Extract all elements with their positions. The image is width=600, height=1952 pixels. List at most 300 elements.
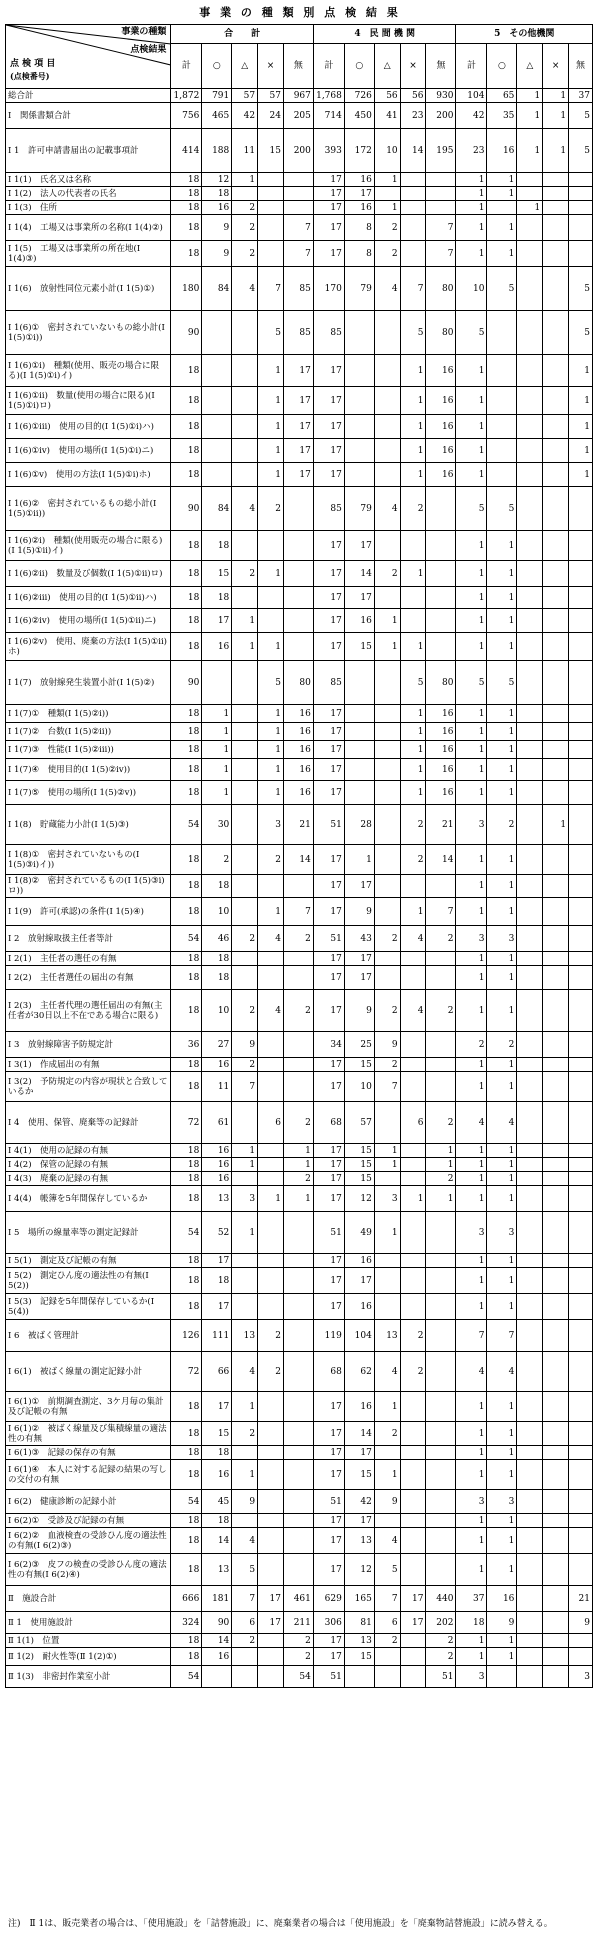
cell-other-4 bbox=[569, 705, 593, 723]
cell-private-0: 393 bbox=[313, 129, 344, 173]
cell-private-2: 7 bbox=[374, 1072, 400, 1102]
cell-private-3: 1 bbox=[400, 439, 426, 463]
cell-private-3 bbox=[400, 1554, 426, 1586]
cell-total-0: 756 bbox=[171, 103, 202, 129]
cell-other-2 bbox=[517, 187, 543, 201]
cell-total-1: 30 bbox=[202, 805, 232, 845]
cell-total-1: 15 bbox=[202, 561, 232, 587]
subheader-private-2: △ bbox=[374, 44, 400, 89]
corner-label-business-type: 事業の種類 bbox=[121, 27, 167, 37]
cell-private-3: 1 bbox=[400, 741, 426, 759]
row-label: Ⅰ 3(2) 予防規定の内容が現状と合致しているか bbox=[6, 1072, 171, 1102]
cell-other-3 bbox=[543, 723, 569, 741]
cell-total-4 bbox=[283, 1254, 313, 1268]
cell-total-2 bbox=[232, 781, 258, 805]
cell-private-2 bbox=[374, 415, 400, 439]
cell-private-1 bbox=[344, 415, 374, 439]
cell-total-2: 4 bbox=[232, 1352, 258, 1392]
cell-other-1: 3 bbox=[487, 926, 517, 952]
cell-total-1 bbox=[202, 661, 232, 705]
cell-other-4 bbox=[569, 1320, 593, 1352]
cell-private-3: 2 bbox=[400, 805, 426, 845]
table-row bbox=[6, 311, 593, 355]
table-row bbox=[6, 1528, 593, 1554]
cell-total-3 bbox=[258, 609, 284, 633]
cell-other-4 bbox=[569, 990, 593, 1032]
cell-private-3 bbox=[400, 1144, 426, 1158]
row-label: Ⅰ 1(6)①ⅰ) 種類(使用、販売の場合に限る)(Ⅰ 1(5)①ⅰ)イ) bbox=[6, 355, 171, 387]
cell-private-3: 5 bbox=[400, 661, 426, 705]
cell-total-2: 4 bbox=[232, 267, 258, 311]
cell-other-4 bbox=[569, 875, 593, 898]
cell-total-1: 2 bbox=[202, 845, 232, 875]
cell-private-0: 51 bbox=[313, 1666, 344, 1688]
cell-other-1: 1 bbox=[487, 1392, 517, 1422]
cell-total-0: 90 bbox=[171, 487, 202, 531]
cell-private-3 bbox=[400, 1032, 426, 1058]
cell-other-2 bbox=[517, 1172, 543, 1186]
row-label: Ⅰ 6(2)③ 皮フの検査の受診ひん度の適法性の有無(Ⅰ 6(2)④) bbox=[6, 1554, 171, 1586]
cell-other-2 bbox=[517, 1212, 543, 1254]
cell-total-1: 66 bbox=[202, 1352, 232, 1392]
cell-total-1: 9 bbox=[202, 215, 232, 241]
cell-private-2: 1 bbox=[374, 1158, 400, 1172]
cell-private-2: 4 bbox=[374, 1352, 400, 1392]
cell-total-0: 18 bbox=[171, 741, 202, 759]
table-row bbox=[6, 633, 593, 661]
cell-other-4: 1 bbox=[569, 387, 593, 415]
cell-private-1: 16 bbox=[344, 201, 374, 215]
cell-private-3 bbox=[400, 1666, 426, 1688]
cell-total-1: 46 bbox=[202, 926, 232, 952]
cell-total-2: 42 bbox=[232, 103, 258, 129]
cell-private-0: 17 bbox=[313, 439, 344, 463]
cell-other-4 bbox=[569, 1294, 593, 1320]
cell-private-0: 85 bbox=[313, 661, 344, 705]
cell-total-4 bbox=[283, 609, 313, 633]
subheader-other-1: ○ bbox=[487, 44, 517, 89]
cell-other-3 bbox=[543, 1320, 569, 1352]
cell-private-0: 17 bbox=[313, 705, 344, 723]
cell-total-2 bbox=[232, 1102, 258, 1144]
cell-total-1: 14 bbox=[202, 1528, 232, 1554]
group-header-total: 合 計 bbox=[171, 25, 314, 44]
cell-total-0: 18 bbox=[171, 609, 202, 633]
cell-other-2 bbox=[517, 990, 543, 1032]
cell-total-1: 12 bbox=[202, 173, 232, 187]
cell-total-0: 18 bbox=[171, 845, 202, 875]
cell-private-3 bbox=[400, 966, 426, 990]
cell-other-1: 1 bbox=[487, 215, 517, 241]
cell-other-1: 1 bbox=[487, 173, 517, 187]
cell-other-3 bbox=[543, 952, 569, 966]
cell-other-0: 1 bbox=[456, 1648, 487, 1666]
cell-private-0: 17 bbox=[313, 561, 344, 587]
row-label: Ⅰ 1(6)②ⅰ) 種類(使用販売の場合に限る)(Ⅰ 1(5)①ⅱ)イ) bbox=[6, 531, 171, 561]
cell-private-3 bbox=[400, 187, 426, 201]
cell-total-3: 2 bbox=[258, 1352, 284, 1392]
cell-private-1: 14 bbox=[344, 561, 374, 587]
cell-private-0: 17 bbox=[313, 1446, 344, 1460]
cell-total-1: 18 bbox=[202, 966, 232, 990]
cell-total-1: 18 bbox=[202, 187, 232, 201]
cell-private-2 bbox=[374, 1294, 400, 1320]
cell-total-3 bbox=[258, 1294, 284, 1320]
cell-total-4 bbox=[283, 531, 313, 561]
cell-total-4 bbox=[283, 487, 313, 531]
cell-total-2 bbox=[232, 966, 258, 990]
cell-private-3 bbox=[400, 1634, 426, 1648]
cell-private-4 bbox=[426, 1490, 456, 1514]
cell-other-4 bbox=[569, 1058, 593, 1072]
cell-private-3 bbox=[400, 1648, 426, 1666]
cell-other-1: 3 bbox=[487, 1212, 517, 1254]
page-title: 事 業 の 種 類 別 点 検 結 果 bbox=[199, 6, 401, 19]
cell-total-1: 13 bbox=[202, 1186, 232, 1212]
cell-other-1: 1 bbox=[487, 1648, 517, 1666]
cell-other-2 bbox=[517, 705, 543, 723]
cell-total-4 bbox=[283, 1072, 313, 1102]
cell-total-3: 1 bbox=[258, 355, 284, 387]
cell-other-4 bbox=[569, 1268, 593, 1294]
cell-total-4: 16 bbox=[283, 723, 313, 741]
cell-other-3 bbox=[543, 355, 569, 387]
cell-total-3 bbox=[258, 1058, 284, 1072]
cell-private-0: 119 bbox=[313, 1320, 344, 1352]
cell-total-1: 16 bbox=[202, 1648, 232, 1666]
cell-total-2: 2 bbox=[232, 1634, 258, 1648]
subheader-total-1: ○ bbox=[202, 44, 232, 89]
cell-other-1: 1 bbox=[487, 952, 517, 966]
cell-total-2: 2 bbox=[232, 990, 258, 1032]
cell-private-4 bbox=[426, 187, 456, 201]
table-row bbox=[6, 1072, 593, 1102]
cell-total-4: 16 bbox=[283, 759, 313, 781]
cell-private-0: 68 bbox=[313, 1352, 344, 1392]
cell-total-4: 967 bbox=[283, 89, 313, 103]
cell-other-2 bbox=[517, 387, 543, 415]
cell-private-3 bbox=[400, 1460, 426, 1490]
cell-total-3: 24 bbox=[258, 103, 284, 129]
cell-total-4 bbox=[283, 587, 313, 609]
row-label: Ⅰ 4(4) 帳簿を5年間保存しているか bbox=[6, 1186, 171, 1212]
cell-other-1: 4 bbox=[487, 1352, 517, 1392]
cell-other-3 bbox=[543, 561, 569, 587]
cell-other-4: 3 bbox=[569, 1666, 593, 1688]
cell-private-3: 2 bbox=[400, 1320, 426, 1352]
cell-total-4 bbox=[283, 1460, 313, 1490]
cell-private-0: 17 bbox=[313, 587, 344, 609]
cell-private-1: 17 bbox=[344, 875, 374, 898]
cell-other-3 bbox=[543, 633, 569, 661]
cell-other-4 bbox=[569, 1144, 593, 1158]
cell-other-1: 1 bbox=[487, 609, 517, 633]
cell-total-0: 54 bbox=[171, 926, 202, 952]
row-label: Ⅰ 1(7)② 台数(Ⅰ 1(5)②ⅱ)) bbox=[6, 723, 171, 741]
cell-other-2 bbox=[517, 173, 543, 187]
cell-total-3 bbox=[258, 1446, 284, 1460]
cell-other-3 bbox=[543, 487, 569, 531]
cell-private-2 bbox=[374, 875, 400, 898]
cell-total-4: 21 bbox=[283, 805, 313, 845]
cell-other-4 bbox=[569, 759, 593, 781]
cell-other-0: 4 bbox=[456, 1352, 487, 1392]
cell-other-2 bbox=[517, 1446, 543, 1460]
cell-private-4 bbox=[426, 173, 456, 187]
cell-other-0: 3 bbox=[456, 1666, 487, 1688]
cell-private-3 bbox=[400, 1058, 426, 1072]
table-row bbox=[6, 463, 593, 487]
cell-other-1: 1 bbox=[487, 1446, 517, 1460]
cell-private-3 bbox=[400, 1514, 426, 1528]
cell-private-4: 7 bbox=[426, 898, 456, 926]
cell-other-3 bbox=[543, 1514, 569, 1528]
cell-private-4: 16 bbox=[426, 463, 456, 487]
cell-other-4: 9 bbox=[569, 1612, 593, 1634]
cell-other-1: 1 bbox=[487, 741, 517, 759]
cell-total-3: 4 bbox=[258, 990, 284, 1032]
cell-total-3: 6 bbox=[258, 1102, 284, 1144]
cell-private-0: 17 bbox=[313, 1072, 344, 1102]
cell-private-0: 17 bbox=[313, 415, 344, 439]
cell-private-2: 2 bbox=[374, 926, 400, 952]
cell-other-0: 1 bbox=[456, 723, 487, 741]
cell-total-4: 7 bbox=[283, 215, 313, 241]
cell-total-3 bbox=[258, 1032, 284, 1058]
table-row bbox=[6, 1186, 593, 1212]
row-label: Ⅰ 1(9) 許可(承認)の条件(Ⅰ 1(5)④) bbox=[6, 898, 171, 926]
cell-private-4 bbox=[426, 1554, 456, 1586]
cell-other-0: 1 bbox=[456, 609, 487, 633]
cell-private-2 bbox=[374, 759, 400, 781]
cell-private-1: 165 bbox=[344, 1586, 374, 1612]
row-label: Ⅰ 5 場所の線量率等の測定記録計 bbox=[6, 1212, 171, 1254]
cell-total-3: 2 bbox=[258, 845, 284, 875]
cell-private-3 bbox=[400, 1294, 426, 1320]
cell-total-0: 18 bbox=[171, 241, 202, 267]
table-row bbox=[6, 103, 593, 129]
cell-other-3 bbox=[543, 1058, 569, 1072]
cell-private-1: 8 bbox=[344, 215, 374, 241]
cell-private-4: 195 bbox=[426, 129, 456, 173]
cell-total-3: 7 bbox=[258, 267, 284, 311]
cell-total-0: 18 bbox=[171, 415, 202, 439]
cell-private-3 bbox=[400, 1446, 426, 1460]
table-row bbox=[6, 1554, 593, 1586]
cell-private-1 bbox=[344, 439, 374, 463]
table-row bbox=[6, 387, 593, 415]
cell-private-4 bbox=[426, 1392, 456, 1422]
cell-private-2 bbox=[374, 463, 400, 487]
cell-other-1: 5 bbox=[487, 487, 517, 531]
cell-total-3: 1 bbox=[258, 633, 284, 661]
cell-other-4 bbox=[569, 1172, 593, 1186]
cell-other-0: 42 bbox=[456, 103, 487, 129]
cell-total-1: 15 bbox=[202, 1422, 232, 1446]
row-label: Ⅰ 6(1)④ 本人に対する記録の結果の写しの交付の有無 bbox=[6, 1460, 171, 1490]
cell-private-4: 1 bbox=[426, 1158, 456, 1172]
cell-total-4: 54 bbox=[283, 1666, 313, 1688]
cell-other-2 bbox=[517, 1634, 543, 1648]
cell-total-4 bbox=[283, 1268, 313, 1294]
cell-other-4 bbox=[569, 187, 593, 201]
cell-total-2 bbox=[232, 463, 258, 487]
cell-private-2: 5 bbox=[374, 1554, 400, 1586]
subheader-other-3: × bbox=[543, 44, 569, 89]
cell-other-2 bbox=[517, 487, 543, 531]
cell-other-1: 1 bbox=[487, 187, 517, 201]
cell-private-0: 17 bbox=[313, 201, 344, 215]
cell-total-2: 11 bbox=[232, 129, 258, 173]
cell-other-3 bbox=[543, 845, 569, 875]
cell-total-0: 18 bbox=[171, 633, 202, 661]
cell-other-4 bbox=[569, 1352, 593, 1392]
cell-private-0: 17 bbox=[313, 1058, 344, 1072]
cell-total-1: 18 bbox=[202, 1446, 232, 1460]
cell-private-4: 80 bbox=[426, 661, 456, 705]
cell-private-4 bbox=[426, 1352, 456, 1392]
table-row bbox=[6, 1422, 593, 1446]
cell-total-3: 3 bbox=[258, 805, 284, 845]
cell-other-2 bbox=[517, 311, 543, 355]
cell-other-1: 1 bbox=[487, 1144, 517, 1158]
cell-private-0: 17 bbox=[313, 1392, 344, 1422]
cell-total-1: 18 bbox=[202, 875, 232, 898]
row-label: Ⅰ 5(3) 記録を5年間保存しているか(Ⅰ 5(4)) bbox=[6, 1294, 171, 1320]
cell-other-3 bbox=[543, 1554, 569, 1586]
cell-private-0: 17 bbox=[313, 845, 344, 875]
cell-total-0: 18 bbox=[171, 587, 202, 609]
table-row bbox=[6, 1612, 593, 1634]
table-row bbox=[6, 415, 593, 439]
cell-total-4 bbox=[283, 173, 313, 187]
cell-other-0: 1 bbox=[456, 387, 487, 415]
cell-private-1: 17 bbox=[344, 1268, 374, 1294]
cell-other-2 bbox=[517, 1514, 543, 1528]
row-label: Ⅰ 1(7)③ 性能(Ⅰ 1(5)②ⅲ)) bbox=[6, 741, 171, 759]
cell-private-3: 2 bbox=[400, 1352, 426, 1392]
cell-private-3: 4 bbox=[400, 926, 426, 952]
cell-total-3 bbox=[258, 241, 284, 267]
cell-total-1: 61 bbox=[202, 1102, 232, 1144]
cell-private-3: 1 bbox=[400, 781, 426, 805]
cell-other-2: 1 bbox=[517, 129, 543, 173]
row-label: Ⅰ 6 被ばく管理計 bbox=[6, 1320, 171, 1352]
cell-total-2: 2 bbox=[232, 215, 258, 241]
cell-other-3 bbox=[543, 1144, 569, 1158]
cell-private-3 bbox=[400, 1528, 426, 1554]
table-row bbox=[6, 781, 593, 805]
cell-other-0: 1 bbox=[456, 439, 487, 463]
cell-other-0: 1 bbox=[456, 561, 487, 587]
cell-other-3 bbox=[543, 1612, 569, 1634]
cell-private-2 bbox=[374, 723, 400, 741]
cell-private-2: 9 bbox=[374, 1490, 400, 1514]
cell-other-0: 1 bbox=[456, 1554, 487, 1586]
cell-private-1: 15 bbox=[344, 1058, 374, 1072]
cell-private-1 bbox=[344, 741, 374, 759]
cell-total-1: 1 bbox=[202, 781, 232, 805]
cell-total-3 bbox=[258, 201, 284, 215]
cell-other-3: 1 bbox=[543, 89, 569, 103]
table-row bbox=[6, 1158, 593, 1172]
cell-total-2 bbox=[232, 661, 258, 705]
cell-other-4 bbox=[569, 173, 593, 187]
header-corner-cell bbox=[6, 25, 171, 89]
table-row bbox=[6, 1032, 593, 1058]
cell-private-0: 17 bbox=[313, 723, 344, 741]
cell-total-4 bbox=[283, 952, 313, 966]
cell-private-4: 2 bbox=[426, 1648, 456, 1666]
cell-other-3 bbox=[543, 990, 569, 1032]
cell-total-3: 1 bbox=[258, 723, 284, 741]
cell-private-4: 1 bbox=[426, 1144, 456, 1158]
cell-total-2 bbox=[232, 1446, 258, 1460]
cell-total-3 bbox=[258, 966, 284, 990]
cell-other-0: 2 bbox=[456, 1032, 487, 1058]
cell-private-0: 17 bbox=[313, 1554, 344, 1586]
cell-private-4: 202 bbox=[426, 1612, 456, 1634]
cell-private-0: 17 bbox=[313, 1634, 344, 1648]
cell-other-1: 1 bbox=[487, 587, 517, 609]
cell-total-3 bbox=[258, 187, 284, 201]
cell-other-3 bbox=[543, 1586, 569, 1612]
table-row bbox=[6, 1058, 593, 1072]
cell-private-0: 51 bbox=[313, 926, 344, 952]
cell-private-1 bbox=[344, 387, 374, 415]
cell-private-2 bbox=[374, 741, 400, 759]
cell-private-0: 1,768 bbox=[313, 89, 344, 103]
cell-total-0: 18 bbox=[171, 1158, 202, 1172]
table-row bbox=[6, 1490, 593, 1514]
cell-other-0: 1 bbox=[456, 898, 487, 926]
cell-other-1: 3 bbox=[487, 1490, 517, 1514]
cell-total-4: 14 bbox=[283, 845, 313, 875]
cell-total-0: 18 bbox=[171, 781, 202, 805]
table-row bbox=[6, 241, 593, 267]
cell-other-0: 1 bbox=[456, 415, 487, 439]
cell-other-1: 2 bbox=[487, 805, 517, 845]
footnote: 注) Ⅱ 1は、販売業者の場合は、「使用施設」を「詰替施設」に、廃棄業者の場合は「使用施設」を「廃棄物詰替施設」に読み替える。 bbox=[8, 1919, 553, 1929]
cell-total-4 bbox=[283, 1446, 313, 1460]
cell-total-3 bbox=[258, 1528, 284, 1554]
cell-total-2: 57 bbox=[232, 89, 258, 103]
cell-other-4 bbox=[569, 926, 593, 952]
inspection-results-table bbox=[5, 24, 593, 1688]
cell-private-0: 17 bbox=[313, 1186, 344, 1212]
cell-total-0: 54 bbox=[171, 1666, 202, 1688]
cell-other-3 bbox=[543, 1352, 569, 1392]
cell-total-4: 17 bbox=[283, 439, 313, 463]
subheader-total-4: 無 bbox=[283, 44, 313, 89]
cell-other-2 bbox=[517, 1144, 543, 1158]
cell-other-2 bbox=[517, 1352, 543, 1392]
cell-private-4: 80 bbox=[426, 311, 456, 355]
cell-other-1 bbox=[487, 415, 517, 439]
cell-total-0: 18 bbox=[171, 1058, 202, 1072]
cell-other-2 bbox=[517, 966, 543, 990]
cell-total-2 bbox=[232, 723, 258, 741]
cell-total-4: 1 bbox=[283, 1144, 313, 1158]
cell-private-1: 15 bbox=[344, 1144, 374, 1158]
cell-total-0: 18 bbox=[171, 1392, 202, 1422]
cell-other-1: 1 bbox=[487, 781, 517, 805]
cell-private-0: 17 bbox=[313, 1514, 344, 1528]
cell-private-4: 16 bbox=[426, 723, 456, 741]
cell-total-0: 18 bbox=[171, 1254, 202, 1268]
cell-private-1: 15 bbox=[344, 633, 374, 661]
cell-private-4 bbox=[426, 1268, 456, 1294]
